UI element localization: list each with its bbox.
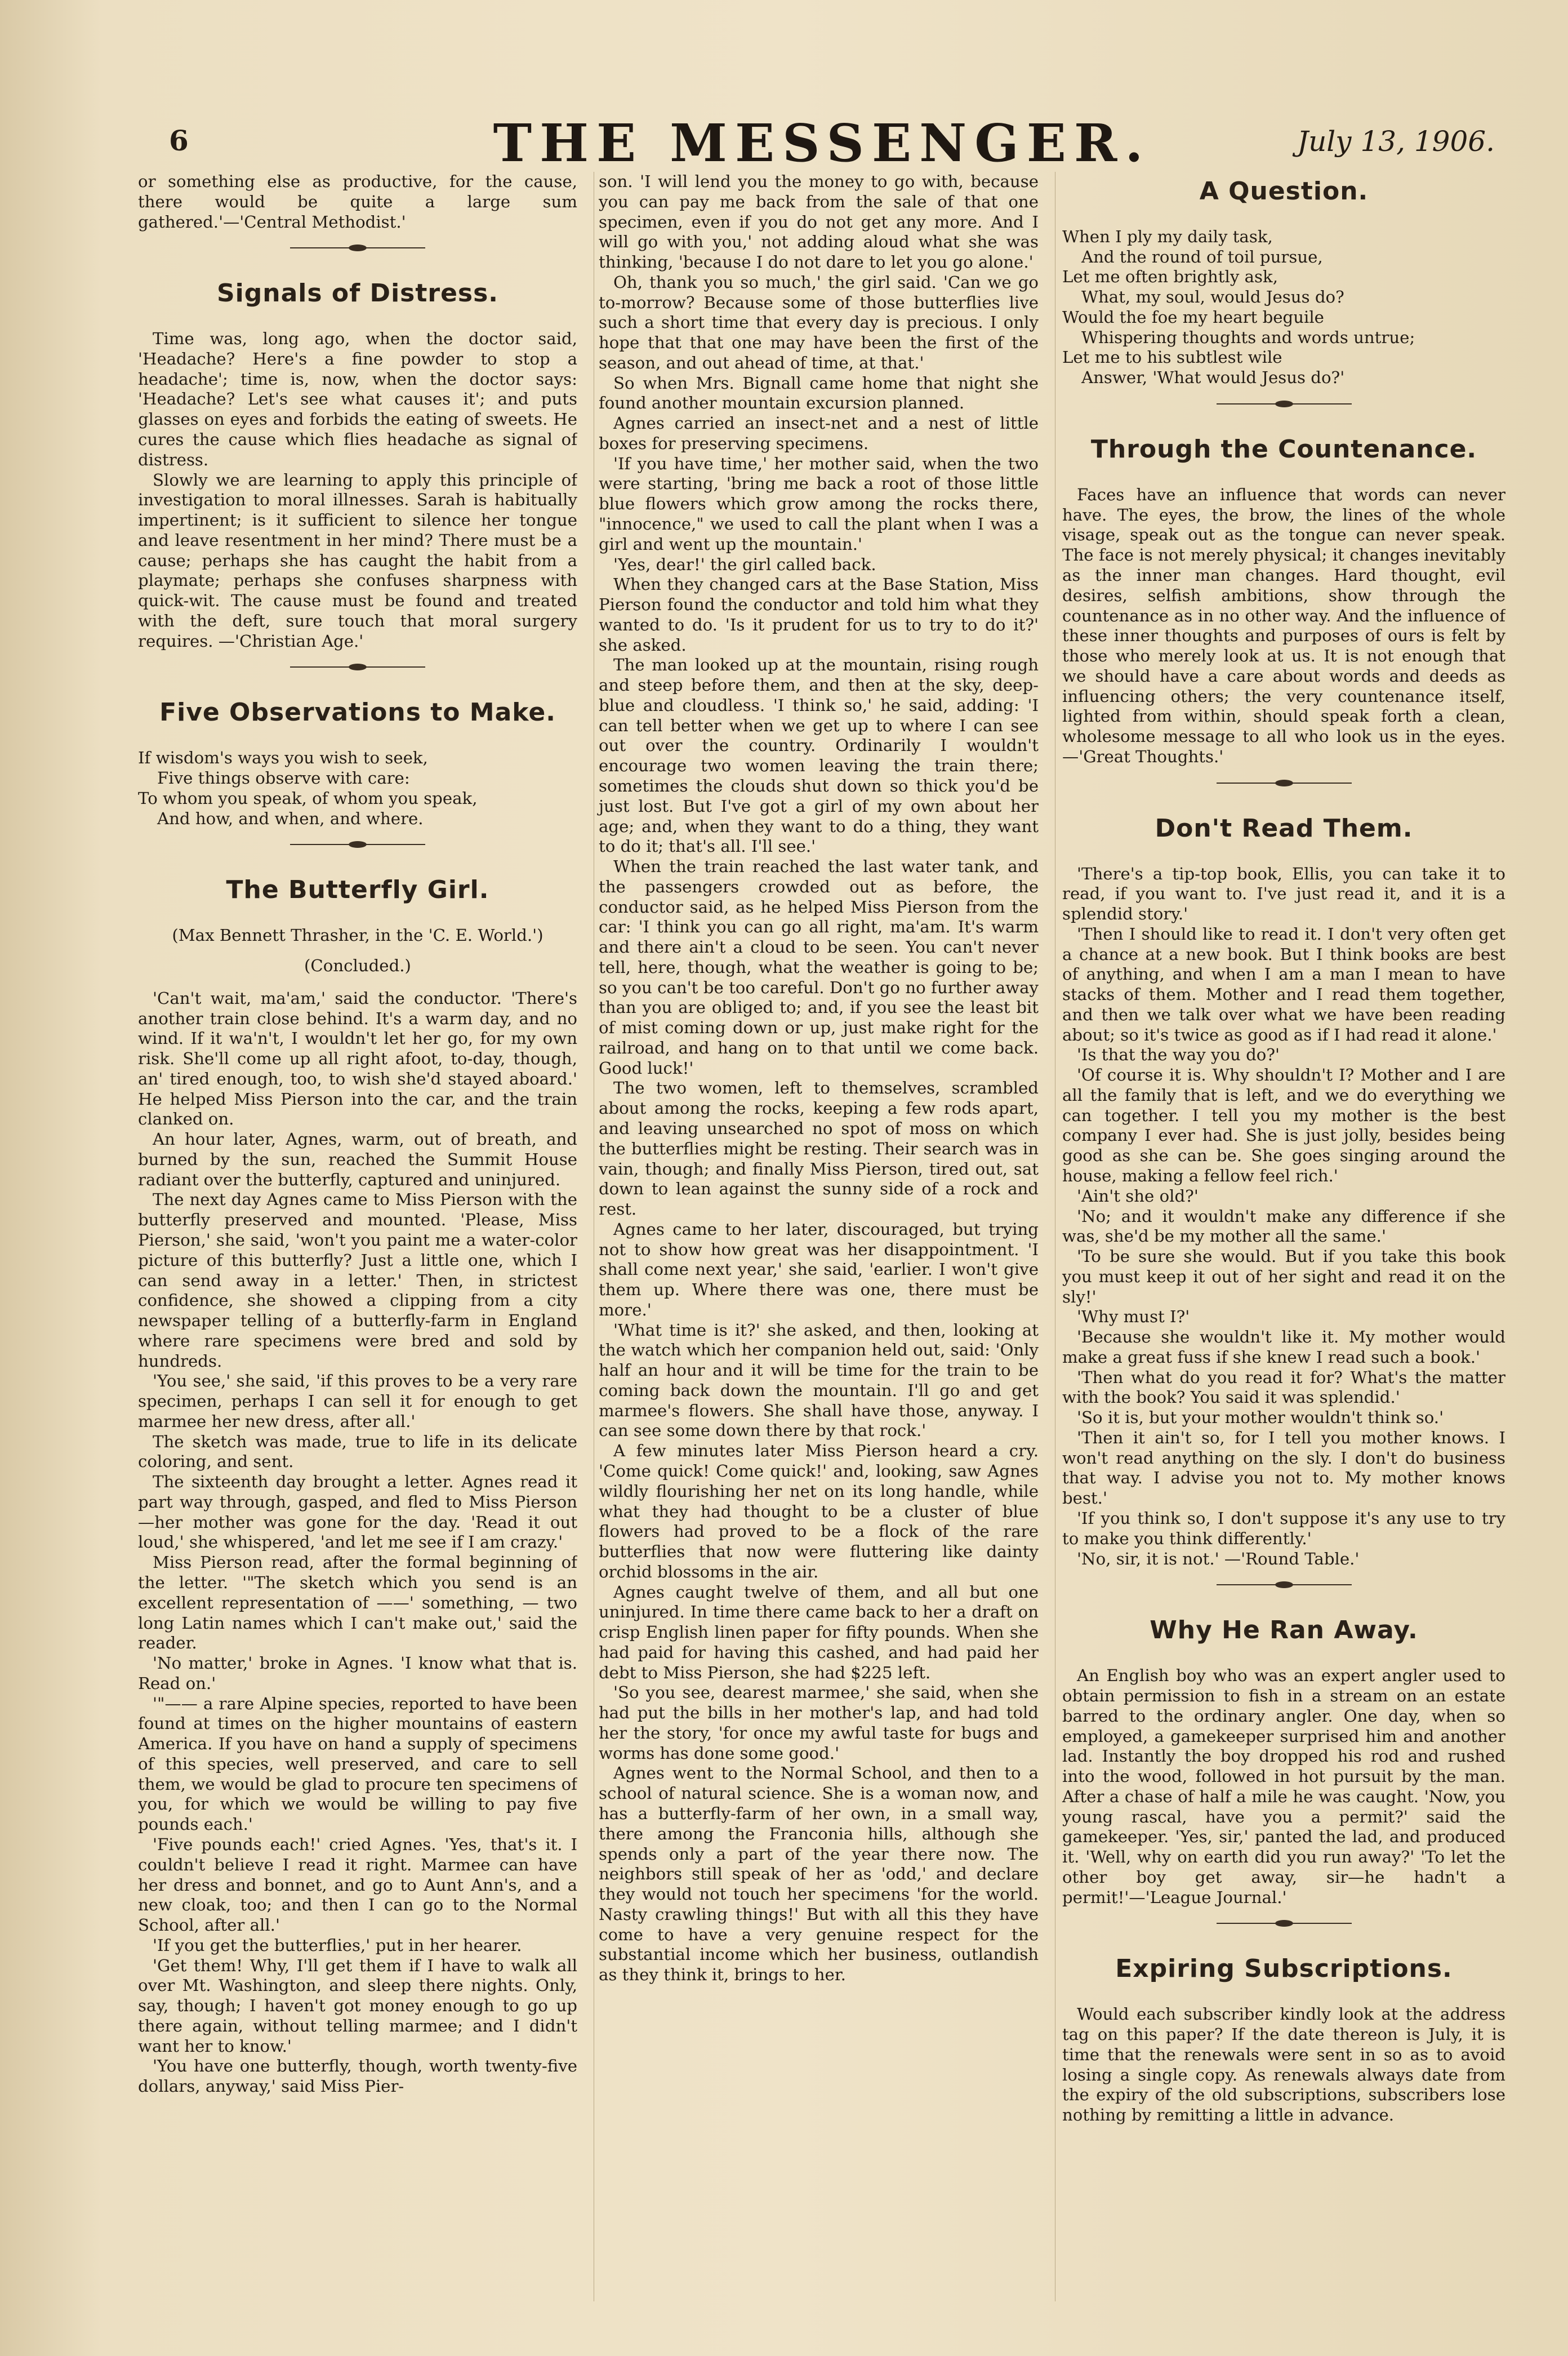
article-title-expiring: Expiring Subscriptions. [1115, 1954, 1453, 1984]
paragraph: 'Then I should like to read it. I don't very often get a chance at a new book. But I think books are best of anything, and when I am a man I mean to have stacks of them. Mother and I read them together, and then we talk over what we have been reading about; so it's twice as good as if I had read it alone.' [1062, 924, 1505, 1044]
poem-line: Whispering thoughts and words untrue; [1081, 327, 1415, 347]
paragraph: Miss Pierson read, after the formal beginning of the letter. '"The sketch which you send is an excellent representation of ——' something, — two long Latin names which I can't make out,' said the reader. [138, 1553, 577, 1653]
paragraph: Time was, long ago, when the doctor said, 'Headache? Here's a fine powder to stop a headache'; time is, now, when the doctor says: 'Headache? Let's see what causes it'; and puts glasses on eyes and forbids the eating of sweets. He cures the cause which flies headache as signal of distress. [138, 329, 577, 469]
section-divider [290, 243, 425, 252]
paragraph: 'Because she wouldn't like it. My mother would make a great fuss if she knew I read such a book.' [1062, 1327, 1505, 1367]
paragraph: A few minutes later Miss Pierson heard a cry. 'Come quick! Come quick!' and, looking, saw Agnes wildly flourishing her net on its long handle, while what they had thought to be a cluster of blue flowers had proved to be a flock of the rare butterflies that now were fluttering like dainty orchid blossoms in the air. [599, 1441, 1039, 1581]
article-columns [138, 172, 1506, 2301]
paragraph: 'You see,' she said, 'if this proves to be a very rare specimen, perhaps I can sell it for enough to get marmee her new dress, after all.' [138, 1371, 577, 1431]
paragraph: 'If you get the butterflies,' put in her hearer. [153, 1935, 522, 1955]
paragraph: Agnes went to the Normal School, and then to a school of natural science. She is a woman now, and has a butterfly-farm of her own, in a small way, there among the Franconia hills, although she spends only a part of the year there now. The neighbors still speak of her as 'odd,' and declare they would not touch her specimens 'for the world. Nasty crawling things!' But with all this they have come to have a very genuine respect for the substantial income which her business, outlandish as they think it, brings to her. [599, 1763, 1039, 1985]
poem-question [1062, 227, 1505, 388]
paragraph: 'No; and it wouldn't make any difference if she was, she'd be my mother all the same.' [1062, 1206, 1505, 1246]
poem-line: To whom you speak, of whom you speak, [138, 788, 478, 808]
paragraph: 'So you see, dearest marmee,' she said, when she had put the bills in her mother's lap, and had told her the story, 'for once my awful taste for bugs and worms has done some good.' [599, 1683, 1039, 1763]
paragraph: Would each subscriber kindly look at the address tag on this paper? If the date thereon is July, it is time that the renewals were sent in so as to avoid losing a single copy. As renewals always date from the expiry of the old subscriptions, subscribers lose nothing by remitting a little in advance. [1062, 2004, 1505, 2125]
paragraph: The sixteenth day brought a letter. Agnes read it part way through, gasped, and fled to Miss Pierson—her mother was gone for the day. 'Read it out loud,' she whispered, 'and let me see if I am crazy.' [138, 1472, 577, 1552]
paragraph: 'Get them! Why, I'll get them if I have to walk all over Mt. Washington, and sleep there nights. Only, say, though; I haven't got money enough to go up there again, without telling marmee; and I didn't want her to know.' [138, 1955, 577, 2056]
paragraph: 'There's a tip-top book, Ellis, you can take it to read, if you want to. I've just read it, and it is a splendid story.' [1062, 864, 1505, 924]
section-divider [1217, 1919, 1352, 1928]
paragraph: 'Five pounds each!' cried Agnes. 'Yes, that's it. I couldn't believe I read it right. Marmee can have her dress and bonnet, and go to Aunt Ann's, and a new cloak, too; and then I can go to the Normal School, after all.' [138, 1834, 577, 1935]
paragraph: The next day Agnes came to Miss Pierson with the butterfly preserved and mounted. 'Please, Miss Pierson,' she said, 'won't you paint me a water-color picture of this butterfly? Just a little one, which I can send away in a letter.' Then, in strictest confidence, she showed a clipping from a city newspaper telling of a butterfly-farm in England where rare specimens were bred and sold by hundreds. [138, 1190, 577, 1371]
paragraph: 'Then what do you read it for? What's the matter with the book? You said it was splendid.' [1062, 1367, 1505, 1407]
poem-line: Let me often brightly ask, [1062, 267, 1278, 287]
byline: (Max Bennett Thrasher, in the 'C. E. World.') [172, 926, 544, 945]
paragraph: son. 'I will lend you the money to go with, because you can pay me back from the sale of that one specimen, even if you do not get any more. And I will go with you,' not adding aloud what she was thinking, 'because I do not dare to let you go alone.' [599, 172, 1039, 272]
article-title-butterfly-girl: The Butterfly Girl. [226, 875, 489, 905]
paragraph: Agnes caught twelve of them, and all but one uninjured. In time there came back to her a draft on crisp English linen paper for fifty pounds. When she had paid for having this cashed, and had paid her debt to Miss Pierson, she had $225 left. [599, 1582, 1039, 1682]
poem-line: If wisdom's ways you wish to seek, [138, 748, 428, 768]
paragraph: 'Can't wait, ma'am,' said the conductor. 'There's another train close behind. It's a warm day, and no wind. If it wa'n't, I wouldn't let her go, for my own risk. She'll come up all right afoot, to-day, though, an' tired enough, too, to wish she'd stayed aboard.' He helped Miss Pierson into the car, and the train clanked on. [138, 988, 577, 1129]
poem-line: Answer, 'What would Jesus do?' [1081, 368, 1345, 388]
concluded-note: (Concluded.) [304, 956, 411, 976]
paragraph: 'You have one butterfly, though, worth twenty-five dollars, anyway,' said Miss Pier- [138, 2056, 577, 2096]
paragraph: When the train reached the last water tank, and the passengers crowded out as before, the conductor said, as he helped Miss Pierson from the car: 'I think you can go all right, ma'am. It's warm and there ain't a cloud to be seen. You can't never tell, here, though, what the weather is going to be; so you can't be too careful. Don't go no further away than you are obliged to; and, if you see the least bit of mist coming down or up, just make right for the railroad, and hang on to that until we come back. Good luck!' [599, 857, 1039, 1078]
paragraph: 'If you think so, I don't suppose it's any use to try to make you think differently.' [1062, 1509, 1505, 1548]
article-title-dont-read: Don't Read Them. [1155, 814, 1413, 843]
article-title-countenance: Through the Countenance. [1090, 435, 1477, 464]
column-left [138, 172, 577, 2301]
paper-title: THE MESSENGER. [493, 113, 1151, 174]
paragraph: 'To be sure she would. But if you take this book you must keep it out of her sight and read it on the sly!' [1062, 1247, 1505, 1306]
issue-date: July 13, 1906. [1297, 125, 1495, 158]
paragraph: 'No, sir, it is not.' —'Round Table.' [1077, 1549, 1360, 1568]
paragraph: An hour later, Agnes, warm, out of breath, and burned by the sun, reached the Summit House radiant over the butterfly, captured and uninjured. [138, 1130, 577, 1189]
article-title-five-observations: Five Observations to Make. [159, 698, 556, 727]
article-title-question: A Question. [1199, 177, 1369, 206]
section-divider [1217, 399, 1352, 408]
paragraph: Slowly we are learning to apply this principle of investigation to moral illnesses. Sarah is habitually impertinent; is it sufficient to silence her tongue and leave resentment in her mind? There must be a cause; perhaps she has caught the habit from a playmate; perhaps she confuses sharpness with quick-wit. The cause must be found and treated with the deft, sure touch that moral surgery requires. —'Christian Age.' [138, 470, 577, 651]
paragraph: 'Why must I?' [1077, 1307, 1190, 1327]
column-middle [594, 172, 1039, 2301]
section-divider [1217, 1580, 1352, 1589]
paragraph: Agnes carried an insect-net and a nest of little boxes for preserving specimens. [599, 414, 1039, 453]
paragraph: '"—— a rare Alpine species, reported to have been found at times on the higher mountains of eastern America. If you have on hand a supply of specimens of this species, well preserved, and care to sell them, we would be glad to procure ten specimens of you, for which we would be willing to pay five pounds each.' [138, 1693, 577, 1834]
section-divider [290, 840, 425, 849]
paragraph: 'If you have time,' her mother said, when the two were starting, 'bring me back a root of those little blue flowers which grow among the rocks there, "innocence," we used to call the plant when I was a girl and went up the mountain.' [599, 454, 1039, 554]
article-title-signals: Signals of Distress. [216, 279, 499, 308]
poem-line: When I ply my daily task, [1062, 226, 1273, 246]
paragraph: Oh, thank you so much,' the girl said. 'Can we go to-morrow? Because some of those butterflies live such a short time that every day is precious. I only hope that that one may have been the first of the season, and out ahead of time, at that.' [599, 272, 1039, 372]
page-number: 6 [169, 124, 189, 157]
paragraph: An English boy who was an expert angler used to obtain permission to fish in a stream on an estate barred to the ordinary angler. One day, when so employed, a gamekeeper surprised him and another lad. Instantly the boy dropped his rod and rushed into the wood, followed in hot pursuit by the man. After a chase of half a mile he was caught. 'Now, you young rascal, have you a permit?' said the gamekeeper. 'Yes, sir,' panted the lad, and produced it. 'Well, why on earth did you run away?' 'To let the other boy get away, sir—he hadn't a permit!'—'League Journal.' [1062, 1666, 1505, 1907]
paragraph: or something else as productive, for the cause, there would be quite a large sum gathered.'—'Central Methodist.' [138, 172, 577, 232]
paragraph: The man looked up at the mountain, rising rough and steep before them, and then at the sky, deep-blue and cloudless. 'I think so,' he said, adding: 'I can tell better when we get up to where I can see out over the country. Ordinarily I wouldn't encourage two women leaving the train there; sometimes the clouds shut down so thick you'd be just lost. But I've got a girl of my own about her age; and, when they want to do a thing, they want to do it; that's all. I'll see.' [599, 655, 1039, 856]
paragraph: 'Yes, dear!' the girl called back. [613, 554, 876, 574]
paragraph: 'Then it ain't so, for I tell you mother knows. I won't read anything on the sly. I don't do business that way. I advise you not to. My mother knows best.' [1062, 1428, 1505, 1508]
poem-line: What, my soul, would Jesus do? [1081, 287, 1344, 307]
section-divider [290, 663, 425, 672]
paragraph: 'So it is, but your mother wouldn't think so.' [1077, 1408, 1444, 1428]
paragraph: 'Of course it is. Why shouldn't I? Mother and I are all the family that is left, and we do everything we can together. I tell you my mother is the best company I ever had. She is just jolly, besides being good as she can be. She goes singing around the house, making a fellow feel rich.' [1062, 1065, 1505, 1185]
column-right [1055, 172, 1505, 2301]
paragraph: Faces have an influence that words can never have. The eyes, the brow, the lines of the whole visage, speak out as the tongue can never speak. The face is not merely physical; it changes inevitably as the inner man changes. Hard thought, evil desires, selfish ambitions, show through the countenance as in no other way. And the influence of these inner thoughts and purposes of ours is felt by those who merely look at us. It is not enough that we should have a care about words and deeds as influencing others; the very countenance itself, lighted from within, should speak forth a clean, wholesome message to all who look us in the eyes.—'Great Thoughts.' [1062, 484, 1505, 766]
masthead [138, 113, 1506, 175]
poem-line: And how, and when, and where. [157, 808, 424, 828]
paragraph: 'No matter,' broke in Agnes. 'I know what that is. Read on.' [138, 1653, 577, 1693]
paragraph: The two women, left to themselves, scrambled about among the rocks, keeping a few rods apart, and leaving unsearched no spot of moss on which the butterflies might be resting. Their search was in vain, though; and finally Miss Pierson, tired out, sat down to lean against the sunny side of a rock and rest. [599, 1078, 1039, 1219]
poem-five-observations [138, 748, 577, 829]
paragraph: 'Is that the way you do?' [1077, 1045, 1280, 1065]
paragraph: When they changed cars at the Base Station, Miss Pierson found the conductor and told him what they wanted to do. 'Is it prudent for us to try to do it?' she asked. [599, 575, 1039, 655]
paragraph: 'What time is it?' she asked, and then, looking at the watch which her companion held out, said: 'Only half an hour and it will be time for the train to be coming back down the mountain. I'll go and get marmee's flowers. She shall have those, anyway. I can see some down there by that rock.' [599, 1320, 1039, 1441]
paragraph: Agnes came to her later, discouraged, but trying not to show how great was her disappointment. 'I shall come next year,' she said, 'earlier. I won't give them up. Where there was one, there must be more.' [599, 1219, 1039, 1319]
article-title-ran-away: Why He Ran Away. [1150, 1616, 1418, 1645]
paragraph: 'Ain't she old?' [1077, 1186, 1199, 1206]
poem-line: Let me to his subtlest wile [1062, 348, 1282, 367]
poem-line: Would the foe my heart beguile [1062, 307, 1324, 327]
poem-line: And the round of toil pursue, [1081, 247, 1323, 266]
paragraph: The sketch was made, true to life in its delicate coloring, and sent. [138, 1432, 577, 1472]
poem-line: Five things observe with care: [157, 768, 410, 788]
paragraph: So when Mrs. Bignall came home that night she found another mountain excursion planned. [599, 373, 1039, 413]
section-divider [1217, 779, 1352, 788]
